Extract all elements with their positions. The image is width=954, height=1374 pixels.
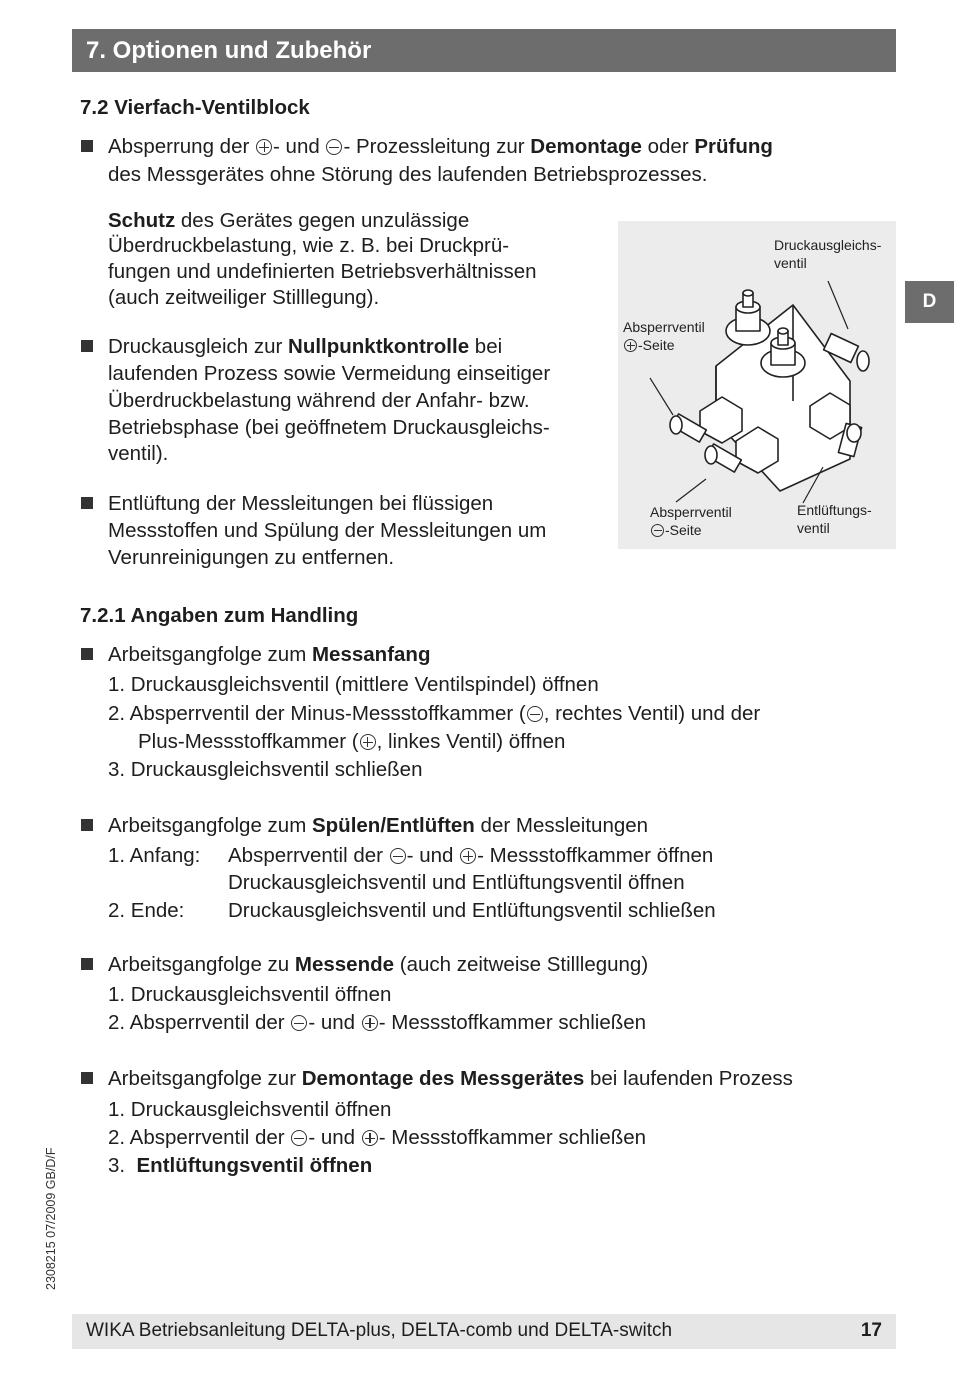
plus-symbol-icon: [256, 139, 272, 155]
text: - und: [273, 135, 326, 158]
step-label: 1. Anfang:: [108, 844, 201, 867]
bold-text: Messanfang: [311, 643, 431, 666]
bold-text: Schutz: [108, 209, 176, 232]
text: -Seite: [665, 522, 702, 538]
text: Druckausgleich zur: [108, 335, 289, 358]
text: - und: [308, 1126, 361, 1149]
paragraph-line: [108, 641, 430, 668]
valve-block-figure: [618, 221, 896, 549]
step-line: 1. Druckausgleichsventil (mittlere Ventilspindel) öffnen: [108, 673, 599, 696]
text: - Messstoffkammer schließen: [378, 1126, 647, 1149]
text: bei: [469, 335, 503, 358]
bullet-marker: [81, 1072, 93, 1084]
paragraph-line: [108, 812, 648, 839]
step-line: Druckausgleichsventil und Entlüftungsventil öffnen: [228, 871, 685, 894]
bold-text: Messende: [294, 953, 395, 976]
text: 2. Absperrventil der: [108, 1126, 291, 1149]
step-line: [108, 700, 760, 727]
text: oder: [641, 135, 695, 158]
label-line: Entlüftungs-: [797, 502, 872, 518]
step-line: [108, 1124, 646, 1151]
text: 3.: [108, 1154, 137, 1177]
paragraph-line: [108, 133, 773, 160]
chapter-header: [72, 29, 896, 72]
text: , linkes Ventil) öffnen: [376, 730, 566, 753]
text: Arbeitsgangfolge zum: [108, 643, 312, 666]
text: Arbeitsgangfolge zu: [108, 953, 295, 976]
text: - Messstoffkammer öffnen: [477, 844, 714, 867]
step-line: 1. Druckausgleichsventil öffnen: [108, 983, 392, 1006]
chapter-title: 7. Optionen und Zubehör: [86, 37, 372, 64]
paragraph-line: [108, 1065, 793, 1092]
text: 2. Absperrventil der Minus-Messstoffkammer (: [108, 702, 526, 725]
text: des Gerätes gegen unzulässige: [175, 209, 470, 232]
step-line: [228, 842, 713, 869]
text: der Messleitungen: [474, 814, 649, 837]
section-title: 7.2 Vierfach-Ventilblock: [80, 96, 310, 119]
paragraph-line: Verunreinigungen zu entfernen.: [108, 546, 395, 569]
paragraph-line: Entlüftung der Messleitungen bei flüssigen: [108, 492, 494, 515]
bold-text: Spülen/Entlüften: [311, 814, 475, 837]
bullet-marker: [81, 140, 93, 152]
bold-text: Nullpunktkontrolle: [288, 335, 470, 358]
text: Plus-Messstoffkammer (: [138, 730, 359, 753]
minus-symbol-icon: [291, 1130, 307, 1146]
step-line: [108, 1009, 646, 1036]
footer-text: WIKA Betriebsanleitung DELTA-plus, DELTA-comb und DELTA-switch: [86, 1320, 673, 1341]
subsection-title: 7.2.1 Angaben zum Handling: [80, 604, 359, 627]
paragraph-line: Betriebsphase (bei geöffnetem Druckausgleichs-: [108, 416, 550, 439]
paragraph-line: Messstoffen und Spülung der Messleitungen um: [108, 519, 547, 542]
bold-text: Entlüftungsventil öffnen: [136, 1154, 373, 1177]
step-line: [138, 728, 565, 755]
text: -Seite: [638, 337, 675, 353]
page-footer: [72, 1314, 896, 1349]
text: bei laufenden Prozess: [584, 1067, 793, 1090]
step-line: 3. Druckausgleichsventil schließen: [108, 758, 423, 781]
paragraph-line: laufenden Prozess sowie Vermeidung einseitiger: [108, 362, 551, 385]
minus-symbol-icon: [291, 1015, 307, 1031]
minus-symbol-icon: [527, 706, 543, 722]
page-number: 17: [860, 1320, 882, 1341]
bold-text: Demontage: [530, 135, 642, 158]
text: Absperrung der: [108, 135, 256, 158]
step-label: 2. Ende:: [108, 899, 185, 922]
text: (auch zeitweise Stilllegung): [394, 953, 649, 976]
text: Arbeitsgangfolge zur: [108, 1067, 302, 1090]
paragraph-line: [108, 207, 469, 234]
paragraph-line: des Messgerätes ohne Störung des laufenden Betriebsprozesses.: [108, 163, 708, 186]
label-line: [650, 521, 732, 539]
text: - und: [308, 1011, 361, 1034]
label-line: [623, 336, 705, 354]
figure-label-minus-valve: [650, 503, 732, 539]
step-line: [108, 1152, 372, 1179]
figure-label-plus-valve: [623, 318, 705, 354]
figure-label-equalisation-valve: [774, 236, 881, 272]
plus-symbol-icon: [362, 1130, 378, 1146]
bullet-marker: [81, 340, 93, 352]
bold-text: Prüfung: [694, 135, 773, 158]
paragraph-line: [108, 333, 502, 360]
plus-symbol-icon: [362, 1015, 378, 1031]
language-tab: D: [905, 281, 954, 323]
figure-label-vent-valve: [797, 501, 872, 537]
text: - Prozessleitung zur: [343, 135, 531, 158]
plus-symbol-icon: [360, 734, 376, 750]
label-line: Druckausgleichs-: [774, 237, 882, 253]
text: 2. Absperrventil der: [108, 1011, 291, 1034]
text: - Messstoffkammer schließen: [378, 1011, 647, 1034]
paragraph-line: fungen und undefinierten Betriebsverhältnissen: [108, 260, 537, 283]
minus-symbol-icon: [326, 139, 342, 155]
plus-symbol-icon: [460, 848, 476, 864]
text: Absperrventil der: [228, 844, 389, 867]
label-line: ventil: [774, 255, 807, 271]
bullet-marker: [81, 497, 93, 509]
minus-symbol-icon: [390, 848, 406, 864]
label-line: ventil: [797, 520, 830, 536]
text: Arbeitsgangfolge zum: [108, 814, 312, 837]
label-line: Absperrventil: [623, 319, 705, 335]
label-line: Absperrventil: [650, 504, 732, 520]
paragraph-line: [108, 951, 648, 978]
text: , rechtes Ventil) und der: [543, 702, 761, 725]
text: - und: [406, 844, 460, 867]
document-code: 2308215 07/2009 GB/D/F: [44, 1147, 58, 1290]
bold-text: Demontage des Messgerätes: [301, 1067, 585, 1090]
bullet-marker: [81, 958, 93, 970]
bullet-marker: [81, 819, 93, 831]
paragraph-line: (auch zeitweiliger Stilllegung).: [108, 286, 380, 309]
paragraph-line: Überdruckbelastung, wie z. B. bei Druckprü-: [108, 234, 510, 257]
minus-symbol-icon: [651, 524, 664, 537]
step-line: 1. Druckausgleichsventil öffnen: [108, 1098, 392, 1121]
step-line: Druckausgleichsventil und Entlüftungsventil schließen: [228, 899, 716, 922]
bullet-marker: [81, 648, 93, 660]
plus-symbol-icon: [624, 339, 637, 352]
paragraph-line: ventil).: [108, 442, 169, 465]
paragraph-line: Überdruckbelastung während der Anfahr- bzw.: [108, 389, 530, 412]
